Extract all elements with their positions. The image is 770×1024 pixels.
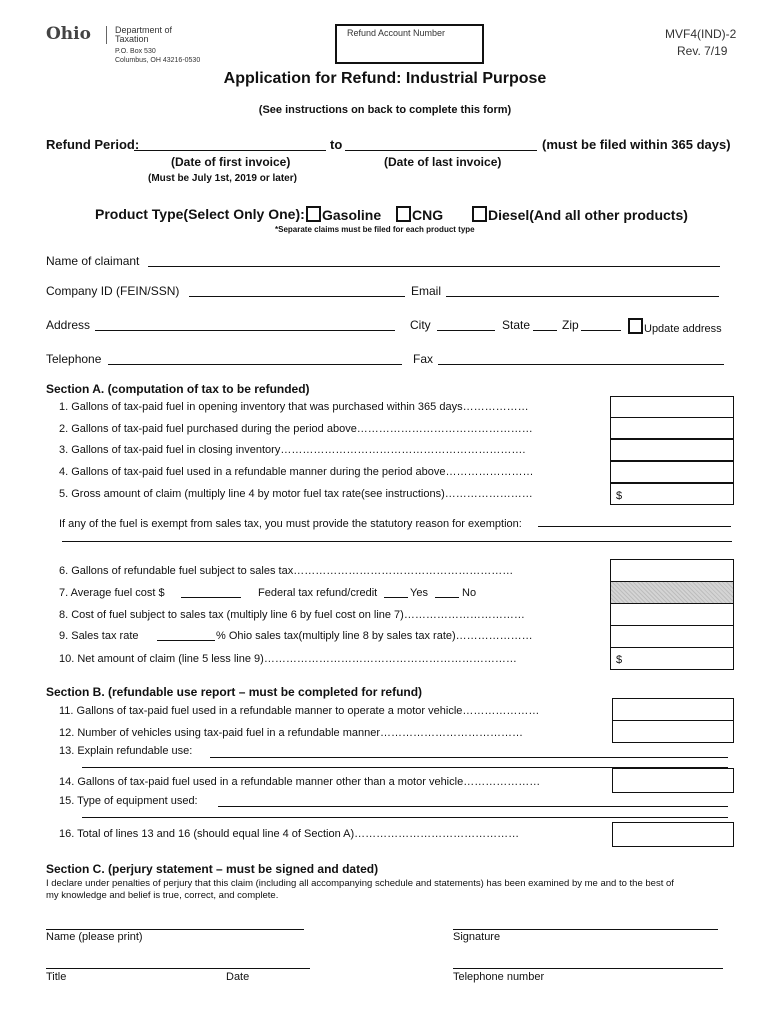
email-field[interactable] [446,296,719,297]
logo-divider [106,26,107,44]
section-a-line-1: 1. Gallons of tax-paid fuel in opening inventory that was purchased within 365 days……………… [59,401,529,413]
section-c-heading: Section C. (perjury statement – must be signed and dated) [46,862,379,876]
signature-label: Signature [453,931,501,943]
line-14-answer-box[interactable] [612,768,734,793]
fax-label: Fax [413,352,434,366]
dept-name-line1: Department of [115,25,173,35]
diesel-label: Diesel(And all other products) [488,207,688,223]
line-5-answer-box[interactable] [610,483,734,505]
refund-account-label: Refund Account Number [347,28,446,38]
section-b-line-13: 13. Explain refundable use: [59,745,193,757]
city-field[interactable] [437,330,495,331]
line-5-dollar-sign: $ [616,490,623,502]
city-label: City [410,318,431,332]
diesel-option[interactable] [472,206,688,223]
address-city: Columbus, OH 43216-0530 [115,57,201,64]
refund-period-note: (must be filed within 365 days) [542,137,731,152]
refundable-use-field-1[interactable] [210,757,728,758]
line-8-answer-box[interactable] [610,603,734,626]
exempt-reason-field-1[interactable] [538,526,731,527]
gasoline-label: Gasoline [322,207,382,223]
line-16-answer-box[interactable] [612,822,734,847]
section-a-line-4: 4. Gallons of tax-paid fuel used in a refundable manner during the period above…………………… [59,466,534,478]
perjury-statement-line-2: my knowledge and belief is true, correct, and complete. [46,890,279,901]
line-1-answer-box[interactable] [610,396,734,418]
state-label: State [502,318,531,332]
address-po-box: P.O. Box 530 [115,48,156,55]
equipment-type-field-1[interactable] [218,806,728,807]
address-label: Address [46,318,91,332]
line-11-answer-box[interactable] [612,698,734,721]
refund-period-label: Refund Period: [46,137,140,152]
section-b-line-14: 14. Gallons of tax-paid fuel used in a refundable manner other than a motor vehicle………………… [59,776,541,788]
section-a-line-8: 8. Cost of fuel subject to sales tax (multiply line 6 by fuel cost on line 7)…………………………… [59,609,525,621]
refund-period-to: to [330,137,343,152]
sales-tax-rate-field[interactable] [157,640,215,641]
line-7-answer-box-shaded [610,581,734,604]
diesel-checkbox[interactable] [472,206,487,222]
section-b-line-15: 15. Type of equipment used: [59,795,198,807]
name-of-claimant-label: Name of claimant [46,254,140,268]
cng-option[interactable] [396,206,443,223]
company-id-field[interactable] [189,296,405,297]
gasoline-checkbox[interactable] [306,206,321,222]
signature-field[interactable] [453,929,718,930]
refund-account-number-box[interactable] [335,24,484,64]
state-field[interactable] [533,330,557,331]
section-a-line-5: 5. Gross amount of claim (multiply line 4 by motor fuel tax rate(see instructions)…………………… [59,488,533,500]
product-type-label: Product Type(Select Only One): [95,206,305,222]
section-a-line-2: 2. Gallons of tax-paid fuel purchased during the period above………………………………………… [59,423,533,435]
line-7-average-cost-label: 7. Average fuel cost $ [59,587,165,599]
title-label: Title [46,971,67,983]
instructions-note: (See instructions on back to complete this form) [258,104,512,116]
zip-field[interactable] [581,330,621,331]
line-7-federal-label: Federal tax refund/credit [258,587,378,599]
exempt-reason-text: If any of the fuel is exempt from sales tax, you must provide the statutory reason for exemption: [59,518,522,530]
section-b-line-11: 11. Gallons of tax-paid fuel used in a refundable manner to operate a motor vehicle………………… [59,705,540,717]
section-b-line-12: 12. Number of vehicles using tax-paid fuel in a refundable manner………………………………… [59,727,524,739]
page-title: Application for Refund: Industrial Purpose [223,70,547,87]
line-2-answer-box[interactable] [610,417,734,439]
line-7-no-label: No [462,587,477,599]
ohio-logo-word: Ohio [46,24,91,44]
product-type-note: *Separate claims must be filed for each product type [275,225,475,234]
zip-label: Zip [562,318,579,332]
name-of-claimant-field[interactable] [148,266,720,267]
section-b-line-16: 16. Total of lines 13 and 16 (should equal line 4 of Section A)……………………………………… [59,828,520,840]
form-id: MVF4(IND)-2 [665,27,737,41]
update-address-checkbox[interactable] [628,318,643,334]
line-6-answer-box[interactable] [610,559,734,582]
must-be-note: (Must be July 1st, 2019 or later) [148,173,297,184]
revision: Rev. 7/19 [677,44,728,58]
section-a-line-10: 10. Net amount of claim (line 5 less line 9)…………………………………………………………… [59,653,517,665]
last-invoice-date-field[interactable] [345,150,537,151]
line-9-ohio-tax-label: % Ohio sales tax(multiply line 8 by sales tax rate)………………… [216,630,533,642]
line-4-answer-box[interactable] [610,461,734,483]
section-a-heading: Section A. (computation of tax to be refunded) [46,382,310,396]
section-a-line-6: 6. Gallons of refundable fuel subject to sales tax…………………………………………………… [59,565,514,577]
federal-yes-field[interactable] [384,597,408,598]
gasoline-option[interactable] [306,206,381,223]
line-7-yes-label: Yes [410,587,428,599]
line-9-answer-box[interactable] [610,625,734,648]
telephone-field[interactable] [108,364,402,365]
perjury-statement-line-1: I declare under penalties of perjury that this claim (including all accompanying schedule and statements) has been examined by me and to the best of [46,878,674,889]
line-10-answer-box[interactable] [610,647,734,670]
signer-telephone-label: Telephone number [453,971,545,983]
last-invoice-caption: (Date of last invoice) [384,155,502,169]
address-field[interactable] [95,330,395,331]
telephone-label: Telephone [46,352,102,366]
cng-label: CNG [412,207,444,223]
equipment-type-field-2[interactable] [82,817,728,818]
update-address-option[interactable] [628,318,722,335]
email-label: Email [411,284,442,298]
line-9-rate-label: 9. Sales tax rate [59,630,139,642]
cng-checkbox[interactable] [396,206,411,222]
line-3-answer-box[interactable] [610,439,734,461]
line-12-answer-box[interactable] [612,720,734,743]
signer-telephone-field[interactable] [453,968,723,969]
average-fuel-cost-field[interactable] [181,597,241,598]
date-label: Date [226,971,250,983]
section-b-heading: Section B. (refundable use report – must be completed for refund) [46,685,423,699]
name-print-label: Name (please print) [46,931,143,943]
company-id-label: Company ID (FEIN/SSN) [46,284,180,298]
first-invoice-caption: (Date of first invoice) [171,155,291,169]
name-print-field[interactable] [46,929,304,930]
title-date-field[interactable] [46,968,310,969]
line-10-dollar-sign: $ [616,654,623,666]
dept-name-line2: Taxation [115,34,149,44]
update-address-label: Update address [644,323,722,335]
section-a-line-3: 3. Gallons of tax-paid fuel in closing inventory…………………………………………………………. [59,444,526,456]
exempt-reason-field-2[interactable] [62,541,732,542]
first-invoice-date-field[interactable] [134,150,326,151]
fax-field[interactable] [438,364,724,365]
federal-no-field[interactable] [435,597,459,598]
